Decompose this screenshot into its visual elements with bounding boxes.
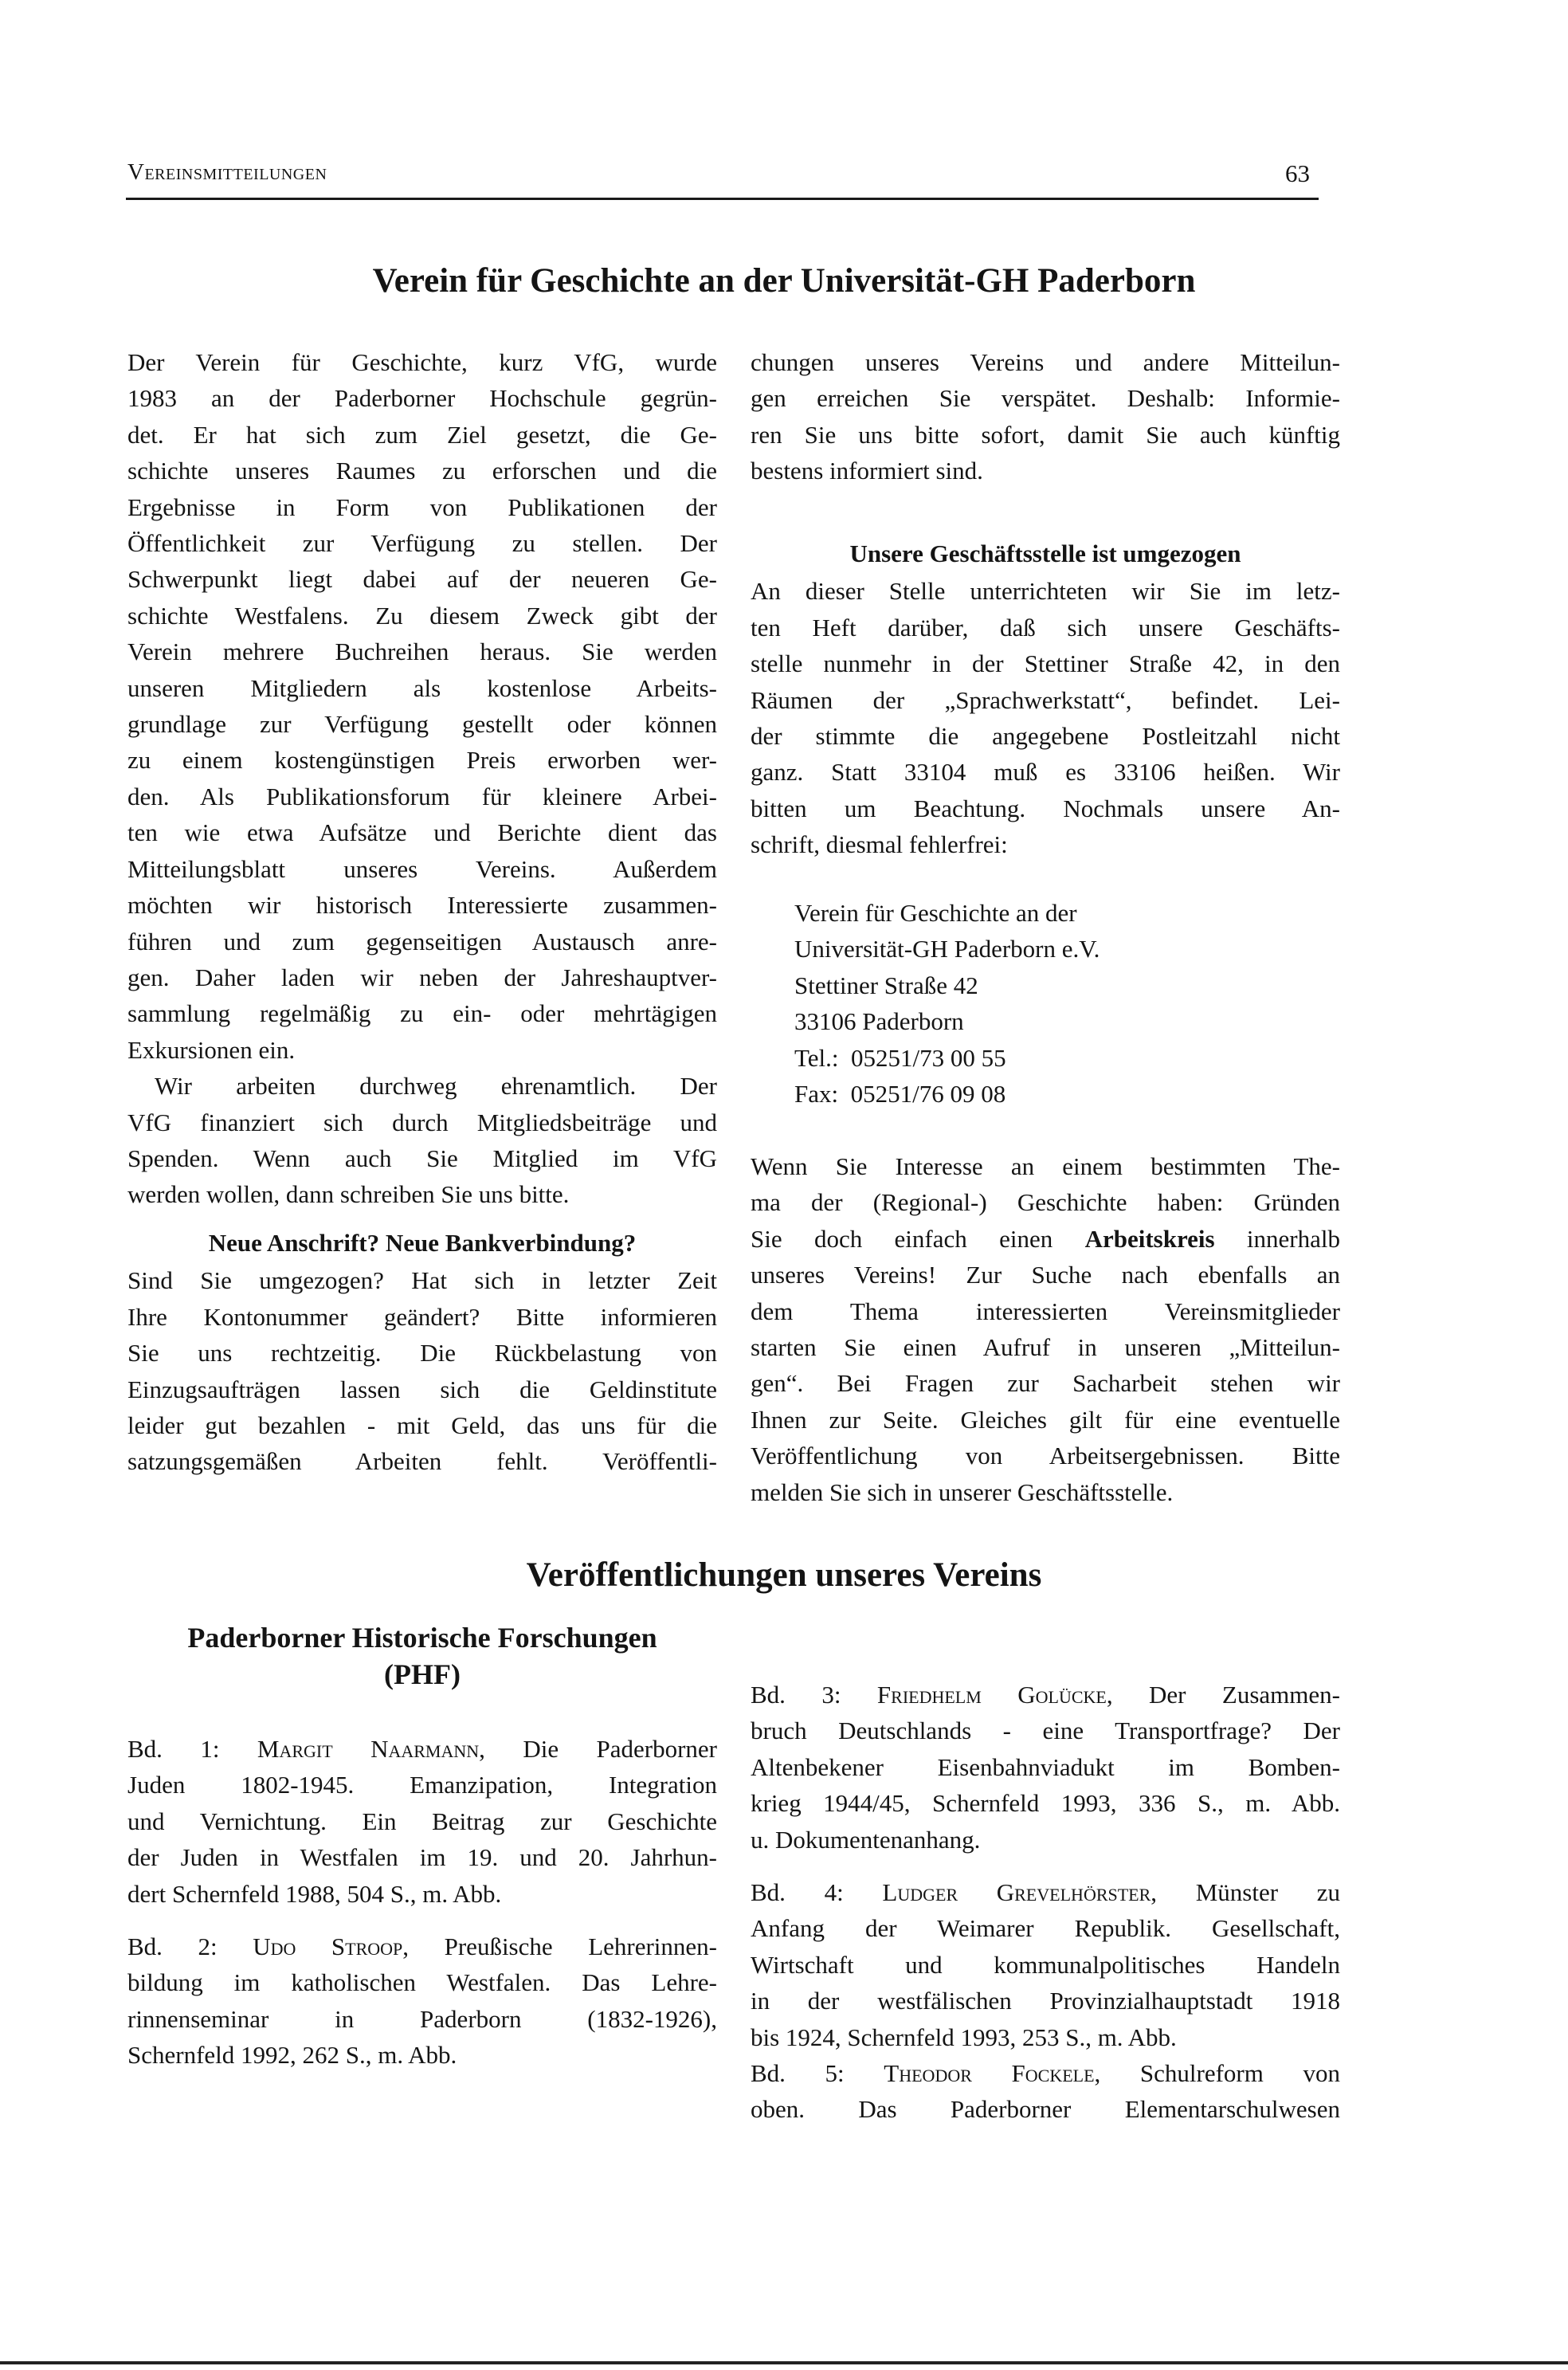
author-name: Friedhelm Golücke (876, 1681, 1107, 1709)
text-line: Öffentlichkeit zur Verfügung zu stellen. Der (127, 529, 717, 558)
volume-label: Bd. 4: (751, 1878, 883, 1906)
article-right-column (751, 344, 1340, 489)
text-line: Spenden. Wenn auch Sie Mitglied im VfG (127, 1144, 717, 1172)
text-line: führen und zum gegenseitigen Austausch anre- (127, 927, 717, 955)
header-rule (126, 198, 1319, 200)
text-line: Ergebnisse in Form von Publikationen der (127, 492, 717, 521)
text-line: ten Heft darüber, daß sich unsere Geschäfts- (751, 613, 1340, 642)
address-line: 33106 Paderborn (794, 1007, 964, 1036)
text-line: An dieser Stelle unterrichteten wir Sie im letz- (751, 577, 1340, 606)
text-line: grundlage zur Verfügung gestellt oder können (127, 710, 717, 739)
text-line: VfG finanziert sich durch Mitgliedsbeiträge und (127, 1108, 717, 1136)
text-line: Sie uns rechtzeitig. Die Rückbelastung von (127, 1339, 717, 1367)
volume-label: Bd. 5: (751, 2059, 884, 2087)
text-segment: innerhalb (1214, 1224, 1340, 1253)
paragraph-intro (127, 344, 717, 1068)
publication-bd5 (751, 2055, 1340, 2128)
text-line: zu einem kostengünstigen Preis erworben wer- (127, 746, 717, 775)
publications-title: Veröffentlichungen unseres Vereins (526, 1556, 1042, 1594)
text-line: Der Verein für Geschichte, kurz VfG, wurde (127, 348, 717, 376)
series-title-line: Paderborner Historische Forschungen (187, 1622, 657, 1654)
text-line: unseres Vereins! Zur Suche nach ebenfalls an (751, 1261, 1340, 1289)
text-line: ganz. Statt 33104 muß es 33106 heißen. Wir (751, 758, 1340, 787)
text-line: Mitteilungsblatt unseres Vereins. Außerdem (127, 854, 717, 883)
text-line: Wirtschaft und kommunalpolitisches Handeln (751, 1950, 1340, 1979)
text-line: gen erreichen Sie verspätet. Deshalb: Informie- (751, 384, 1340, 413)
running-header-text: Vereinsmitteilungen (127, 159, 327, 185)
article-right-column-workgroup (751, 1148, 1340, 1510)
address-line: Verein für Geschichte an der (794, 899, 1077, 927)
text-segment: , Münster zu (1151, 1878, 1340, 1906)
paragraph-new-address (127, 1262, 717, 1479)
text-line: Altenbekener Eisenbahnviadukt im Bomben- (751, 1752, 1340, 1781)
article-title: Verein für Geschichte an der Universität-GH Paderborn (372, 262, 1196, 300)
emphasis-arbeitskreis: Arbeitskreis (1084, 1224, 1215, 1253)
text-line: schichte unseres Raumes zu erforschen und die (127, 457, 717, 485)
text-line: Schwerpunkt liegt dabei auf der neueren Ge- (127, 565, 717, 594)
address-block (794, 895, 1100, 1112)
text-line: gen. Daher laden wir neben der Jahreshauptver- (127, 963, 717, 991)
running-header (127, 159, 327, 186)
series-title (127, 1619, 717, 1693)
text-line: der stimmte die angegebene Postleitzahl nicht (751, 722, 1340, 751)
article-right-column-office (751, 536, 1340, 863)
text-line (751, 1874, 1340, 1910)
text-line (751, 2055, 1340, 2091)
text-line: 1983 an der Paderborner Hochschule gegrün- (127, 384, 717, 413)
text-line: bitten um Beachtung. Nochmals unsere An- (751, 794, 1340, 822)
text-line: bestens informiert sind. (751, 457, 983, 485)
text-line: Ihnen zur Seite. Gleiches gilt für eine eventuelle (751, 1405, 1340, 1434)
text-line: ren Sie uns bitte sofort, damit Sie auch künftig (751, 420, 1340, 449)
text-line: leider gut bezahlen - mit Geld, das uns für die (127, 1411, 717, 1440)
text-segment: , Die Paderborner (479, 1735, 717, 1763)
text-segment: Sie doch einfach einen (751, 1224, 1085, 1253)
author-name: Margit Naarmann (257, 1735, 480, 1763)
text-line: krieg 1944/45, Schernfeld 1993, 336 S., m. Abb. (751, 1789, 1340, 1818)
text-line: gen“. Bei Fragen zur Sacharbeit stehen wir (751, 1369, 1340, 1398)
text-line: ten wie etwa Aufsätze und Berichte dient das (127, 818, 717, 847)
text-line: möchten wir historisch Interessierte zusammen- (127, 891, 717, 920)
publication-bd1 (127, 1731, 717, 1912)
text-line: dem Thema interessierten Vereinsmitglieder (751, 1297, 1340, 1325)
text-line: u. Dokumentenanhang. (751, 1825, 981, 1854)
text-line: Räumen der „Sprachwerkstatt“, befindet. Lei- (751, 685, 1340, 714)
text-line: Sind Sie umgezogen? Hat sich in letzter Zeit (127, 1266, 717, 1295)
publication-bd4 (751, 1874, 1340, 2055)
text-line: Anfang der Weimarer Republik. Gesellschaft, (751, 1914, 1340, 1943)
text-line (751, 1677, 1340, 1713)
text-line: bildung im katholischen Westfalen. Das Lehre- (127, 1968, 717, 1997)
text-line: starten Sie einen Aufruf in unseren „Mitteilun- (751, 1333, 1340, 1362)
text-line: schrift, diesmal fehlerfrei: (751, 830, 1008, 859)
text-line: Veröffentlichung von Arbeitsergebnissen. Bitte (751, 1442, 1340, 1470)
text-line: Ihre Kontonummer geändert? Bitte informieren (127, 1302, 717, 1331)
text-line: satzungsgemäßen Arbeiten fehlt. Veröffentli- (127, 1447, 717, 1476)
text-line: Verein mehrere Buchreihen heraus. Sie werden (127, 638, 717, 666)
text-line: unseren Mitgliedern als kostenlose Arbeits- (127, 673, 717, 702)
paragraph-workgroup (751, 1148, 1340, 1510)
subheading-office-moved: Unsere Geschäftsstelle ist umgezogen (849, 540, 1241, 567)
text-line: den. Als Publikationsforum für kleinere Arbei- (127, 782, 717, 810)
paragraph-office-moved (751, 573, 1340, 862)
text-line: oben. Das Paderborner Elementarschulwesen (751, 2095, 1340, 2124)
text-line: det. Er hat sich zum Ziel gesetzt, die Ge- (127, 420, 717, 449)
text-line: und Vernichtung. Ein Beitrag zur Geschichte (127, 1807, 717, 1835)
address-line: Stettiner Straße 42 (794, 971, 978, 999)
text-line: Schernfeld 1992, 262 S., m. Abb. (127, 2041, 457, 2070)
author-name: Theodor Fockele (884, 2059, 1095, 2087)
volume-label: Bd. 3: (751, 1681, 877, 1709)
text-line: rinnenseminar in Paderborn (1832-1926), (127, 2004, 717, 2033)
text-line: Wenn Sie Interesse an einem bestimmten The- (751, 1152, 1340, 1180)
text-line: werden wollen, dann schreiben Sie uns bitte. (127, 1180, 570, 1209)
volume-label: Bd. 1: (127, 1735, 257, 1763)
text-line: in der westfälischen Provinzialhauptstadt 1918 (751, 1987, 1340, 2015)
author-name: Ludger Grevelhörster (882, 1878, 1151, 1906)
article-left-column-continued (127, 1225, 717, 1480)
text-line: bruch Deutschlands - eine Transportfrage? Der (751, 1717, 1340, 1745)
text-segment: , Der Zusammen- (1106, 1681, 1340, 1709)
text-line: melden Sie sich in unserer Geschäftsstelle. (751, 1477, 1174, 1506)
article-left-column (127, 344, 717, 1213)
text-line: bis 1924, Schernfeld 1993, 253 S., m. Abb. (751, 2023, 1177, 2051)
text-line: chungen unseres Vereins und andere Mitteilun- (751, 348, 1340, 376)
address-phone: Tel.: 05251/73 00 55 (794, 1043, 1006, 1072)
paragraph-continued (751, 344, 1340, 489)
text-segment: , Schulreform von (1094, 2059, 1340, 2087)
text-line: der Juden in Westfalen im 19. und 20. Jahrhun- (127, 1843, 717, 1872)
text-line: sammlung regelmäßig zu ein- oder mehrtägigen (127, 999, 717, 1028)
text-line: stelle nunmehr in der Stettiner Straße 42, in den (751, 649, 1340, 678)
subheading-new-address: Neue Anschrift? Neue Bankverbindung? (208, 1229, 637, 1257)
text-line-with-bold (751, 1221, 1340, 1257)
volume-label: Bd. 2: (127, 1932, 253, 1960)
text-line: ma der (Regional-) Geschichte haben: Gründen (751, 1188, 1340, 1217)
text-line (127, 1731, 717, 1767)
text-line: Exkursionen ein. (127, 1035, 296, 1064)
text-line: dert Schernfeld 1988, 504 S., m. Abb. (127, 1879, 502, 1908)
address-line: Universität-GH Paderborn e.V. (794, 935, 1100, 963)
page-number: 63 (1285, 159, 1310, 187)
text-line: Einzugsaufträgen lassen sich die Geldinstitute (127, 1375, 717, 1403)
publication-bd3 (751, 1677, 1340, 1858)
author-name: Udo Stroop (253, 1932, 403, 1960)
page-bottom-edge (0, 2361, 1568, 2364)
series-title-abbrev: (PHF) (384, 1658, 461, 1690)
publication-bd2 (127, 1929, 717, 2074)
text-line (127, 1929, 717, 1964)
text-line: Wir arbeiten durchweg ehrenamtlich. Der (155, 1072, 717, 1101)
text-line: schichte Westfalens. Zu diesem Zweck gibt der (127, 601, 717, 630)
text-segment: , Preußische Lehrerinnen- (402, 1932, 717, 1960)
text-line: Juden 1802-1945. Emanzipation, Integration (127, 1771, 717, 1799)
address-fax: Fax: 05251/76 09 08 (794, 1080, 1006, 1108)
paragraph-membership (127, 1068, 717, 1213)
